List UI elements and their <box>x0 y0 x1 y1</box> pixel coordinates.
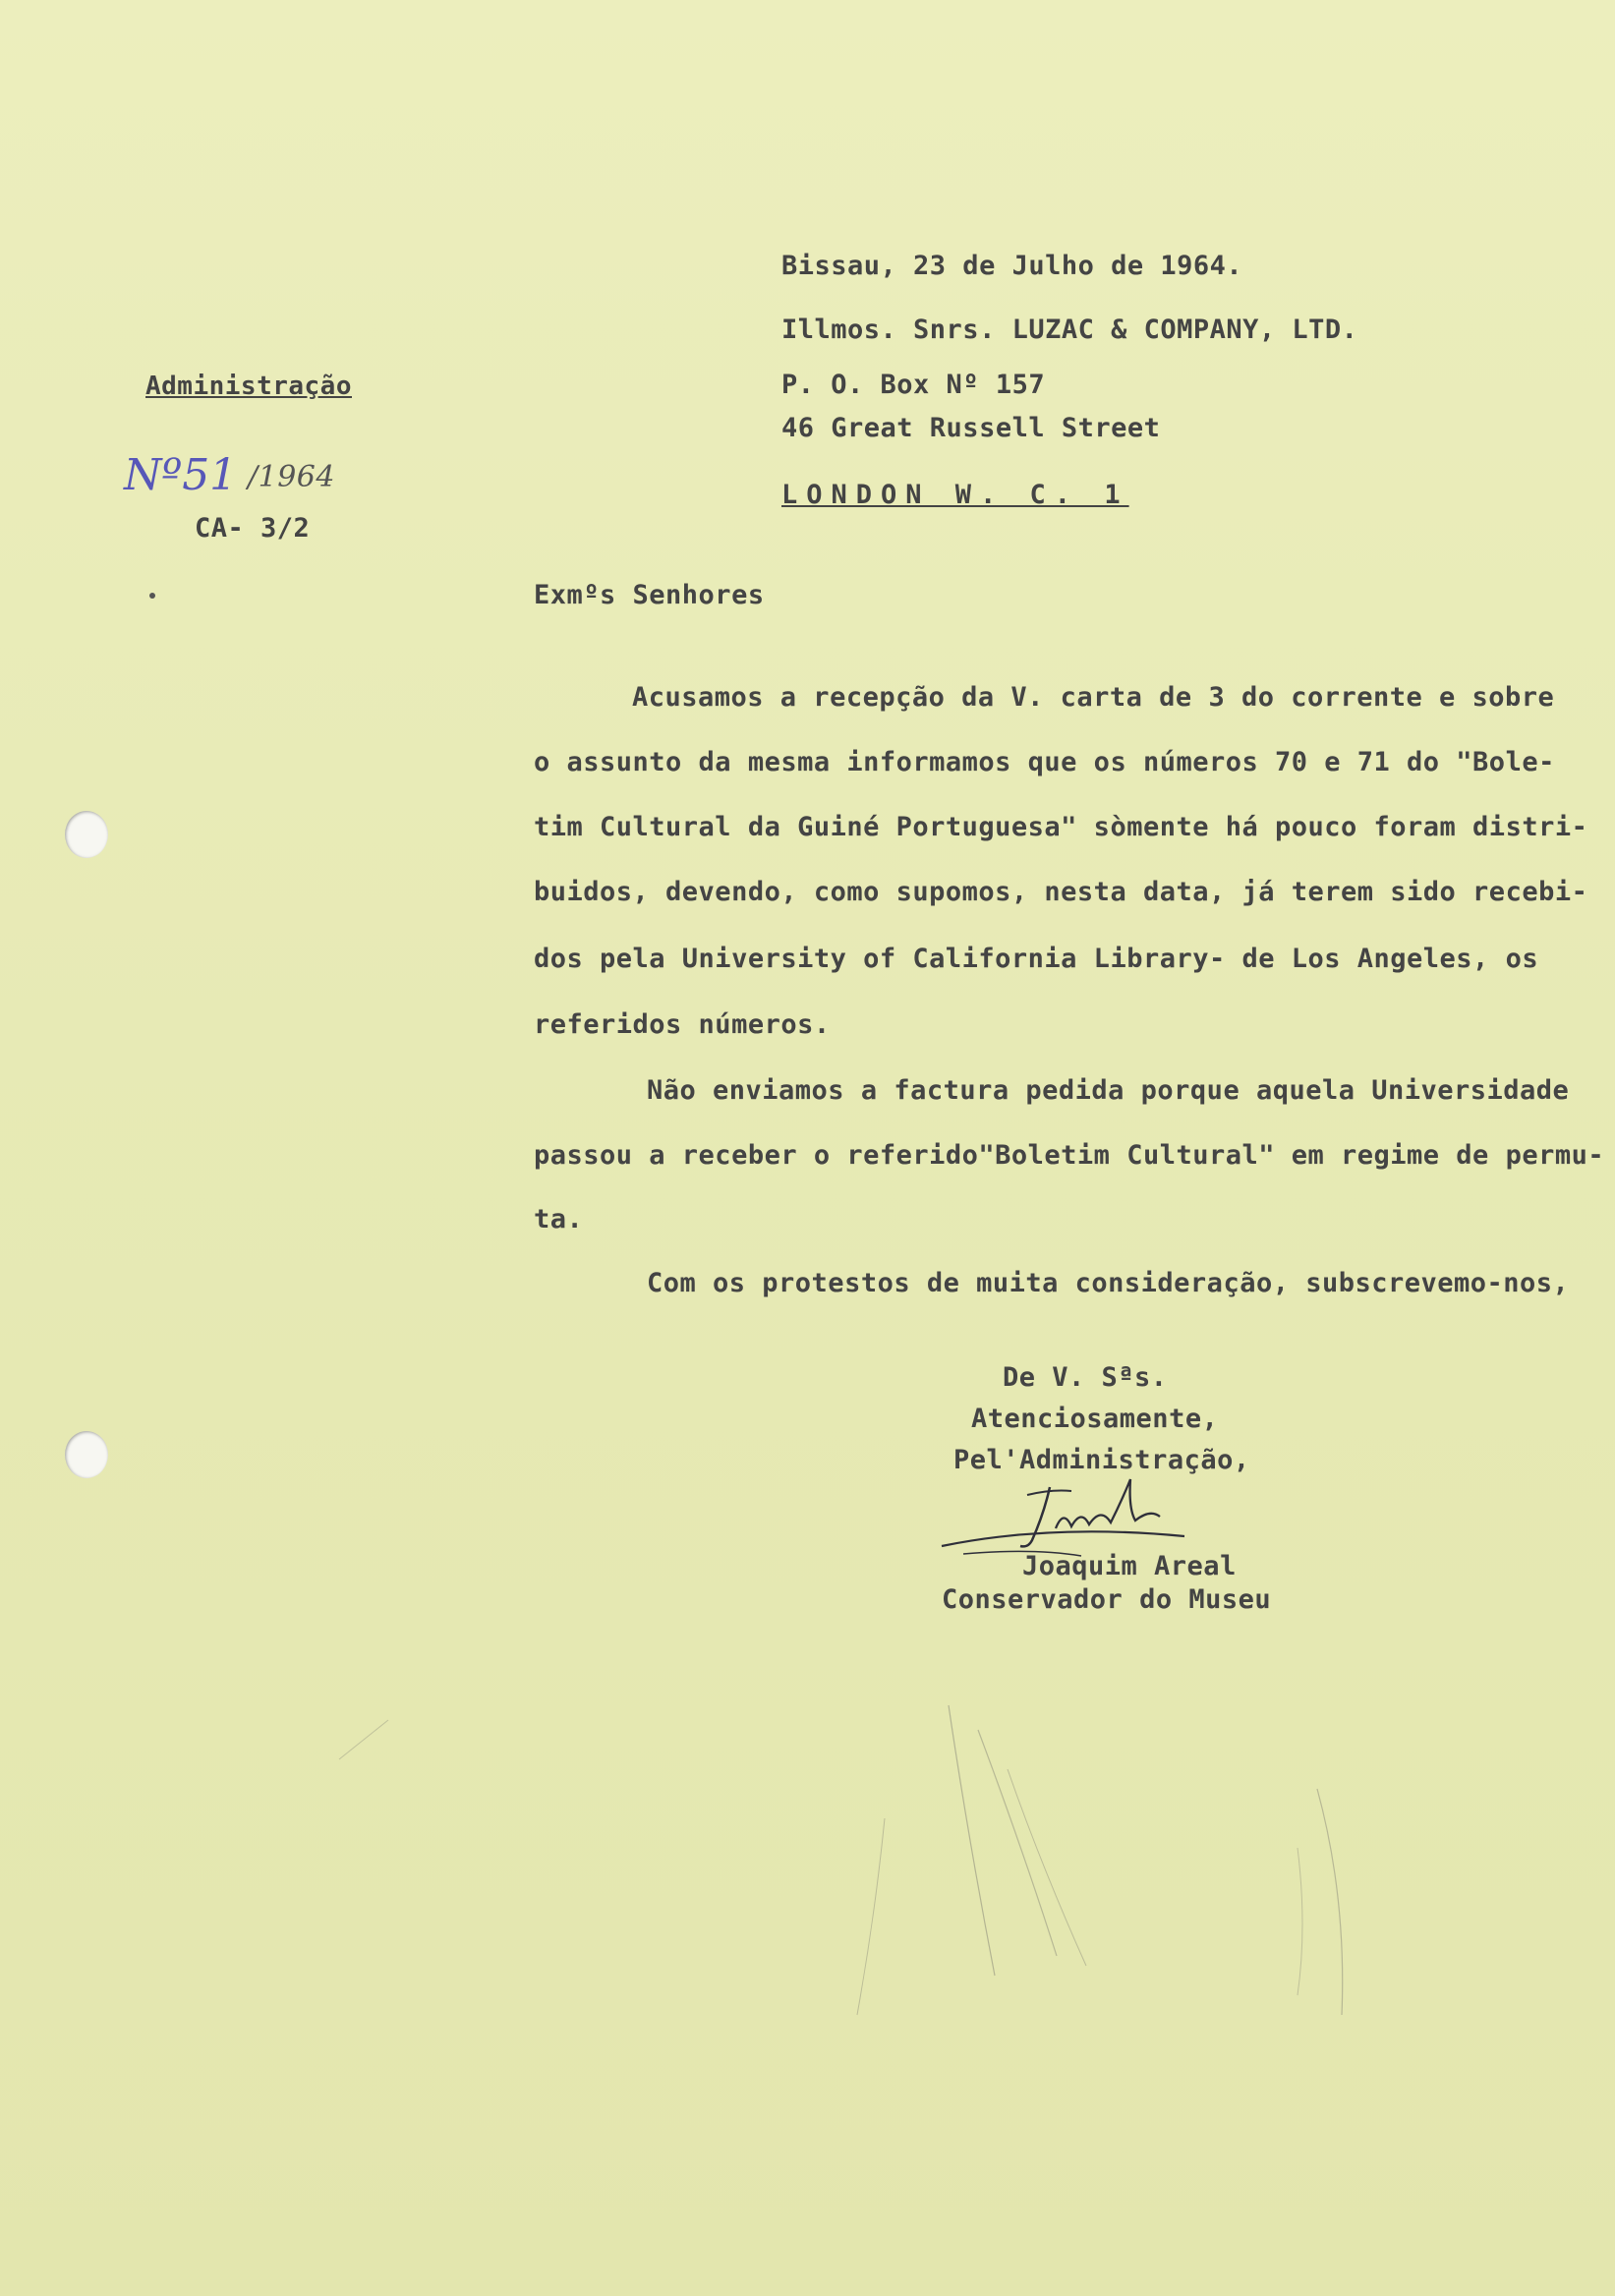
ca-reference: CA- 3/2 <box>195 513 311 544</box>
punch-hole-bottom <box>65 1431 108 1478</box>
paragraph2-line: Não enviamos a factura pedida porque aquela Universidade <box>647 1075 1570 1106</box>
punch-hole-top <box>65 811 108 858</box>
date-line: Bissau, 23 de Julho de 1964. <box>781 251 1243 281</box>
salutation: Exmºs Senhores <box>534 580 765 610</box>
ink-dot <box>149 593 155 599</box>
handwritten-process-number: Nº51 <box>124 450 238 500</box>
signatory-name: Joaquim Areal <box>1022 1551 1237 1581</box>
paragraph1-line: buidos, devendo, como supomos, nesta data, já terem sido recebi- <box>534 877 1588 907</box>
recipient-line: Illmos. Snrs. LUZAC & COMPANY, LTD. <box>781 315 1358 345</box>
street-line: 46 Great Russell Street <box>781 413 1161 443</box>
signature-regards: Atenciosamente, <box>971 1404 1219 1434</box>
city-line: LONDON W. C. 1 <box>781 480 1129 510</box>
paragraph2-line: ta. <box>534 1204 584 1234</box>
paragraph1-line: Acusamos a recepção da V. carta de 3 do corrente e sobre <box>632 682 1555 713</box>
paragraph1-line: dos pela University of California Library- de Los Angeles, os <box>534 944 1539 974</box>
po-box-line: P. O. Box Nº 157 <box>781 370 1046 400</box>
signature-on-behalf: Pel'Administração, <box>953 1445 1250 1475</box>
closing-line: Com os protestos de muita consideração, subscrevemo-nos, <box>647 1268 1570 1298</box>
paragraph1-line: tim Cultural da Guiné Portuguesa" sòmente há pouco foram distri- <box>534 812 1588 842</box>
paragraph1-line: referidos números. <box>534 1009 831 1040</box>
process-year: /1964 <box>248 460 335 494</box>
paragraph2-line: passou a receber o referido"Boletim Cultural" em regime de permu- <box>534 1140 1605 1171</box>
signatory-title: Conservador do Museu <box>942 1584 1272 1615</box>
paragraph1-line: o assunto da mesma informamos que os números 70 e 71 do "Bole- <box>534 747 1555 777</box>
signature-salutation: De V. Sªs. <box>1003 1362 1168 1393</box>
admin-label: Administração <box>145 372 352 401</box>
